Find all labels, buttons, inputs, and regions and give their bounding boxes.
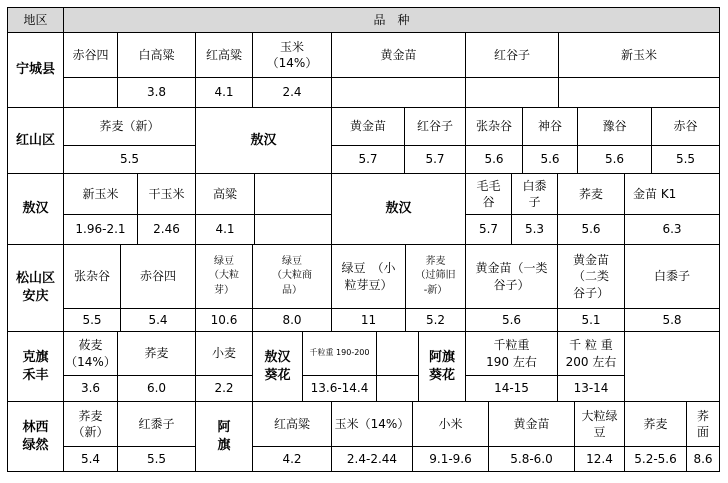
aohan-label-r0: 毛毛 谷 bbox=[466, 174, 512, 215]
keqi-empty-label bbox=[377, 332, 419, 376]
hongshan-value-6: 5.5 bbox=[652, 146, 720, 174]
ningcheng-label-1: 白高粱 bbox=[118, 33, 196, 78]
ningcheng-value-5 bbox=[466, 78, 559, 108]
linxi-value-2: 4.2 bbox=[253, 447, 332, 472]
keqi-empty-right bbox=[625, 332, 720, 402]
songshan-label-6: 黄金苗（一类 谷子） bbox=[466, 245, 558, 309]
ningcheng-label-6: 新玉米 bbox=[559, 33, 720, 78]
header-region: 地区 bbox=[7, 7, 64, 33]
linxi-aqi-subregion: 阿 旗 bbox=[196, 402, 253, 472]
linxi-label-2: 红高粱 bbox=[253, 402, 332, 447]
linxi-label-3: 玉米（14%） bbox=[332, 402, 413, 447]
songshan-value-7: 5.1 bbox=[558, 309, 625, 332]
linxi-label-0: 荞麦 （新） bbox=[64, 402, 118, 447]
hongshan-label-0: 荞麦（新） bbox=[64, 108, 196, 146]
hongshan-label-2: 黄金苗 bbox=[332, 108, 405, 146]
keqi-aqi-sunflower: 阿旗 葵花 bbox=[419, 332, 466, 402]
ningcheng-label-5: 红谷子 bbox=[466, 33, 559, 78]
hongshan-value-3: 5.6 bbox=[466, 146, 523, 174]
aohan-label-0: 新玉米 bbox=[64, 174, 138, 215]
ningcheng-value-2: 4.1 bbox=[196, 78, 253, 108]
aohan-value-0: 1.96-2.1 bbox=[64, 215, 138, 245]
hongshan-value-4: 5.6 bbox=[523, 146, 578, 174]
linxi-label-1: 红黍子 bbox=[118, 402, 196, 447]
linxi-value-4: 9.1-9.6 bbox=[413, 447, 489, 472]
linxi-value-8: 8.6 bbox=[687, 447, 720, 472]
songshan-label-3: 绿豆 （大粒商 品） bbox=[253, 245, 332, 309]
region-keqi: 克旗 禾丰 bbox=[7, 332, 64, 402]
region-songshan: 松山区 安庆 bbox=[7, 245, 64, 332]
region-hongshan: 红山区 bbox=[7, 108, 64, 174]
aohan-value-r0: 5.7 bbox=[466, 215, 512, 245]
hongshan-label-6: 豫谷 bbox=[578, 108, 652, 146]
songshan-value-0: 5.5 bbox=[64, 309, 121, 332]
songshan-label-7: 黄金苗 （二类 谷子） bbox=[558, 245, 625, 309]
linxi-value-0: 5.4 bbox=[64, 447, 118, 472]
songshan-value-3: 8.0 bbox=[253, 309, 332, 332]
ningcheng-label-3: 玉米 （14%） bbox=[253, 33, 332, 78]
linxi-value-6: 12.4 bbox=[575, 447, 625, 472]
hongshan-label-7: 赤谷 bbox=[652, 108, 720, 146]
linxi-label-8: 荞 面 bbox=[687, 402, 720, 447]
aohan-mid-subregion: 敖汉 bbox=[332, 174, 466, 245]
ningcheng-label-4: 黄金苗 bbox=[332, 33, 466, 78]
region-ningcheng: 宁城县 bbox=[7, 33, 64, 108]
songshan-value-6: 5.6 bbox=[466, 309, 558, 332]
linxi-label-6: 大粒绿 豆 bbox=[575, 402, 625, 447]
aohan-label-r1: 白黍 子 bbox=[512, 174, 558, 215]
linxi-label-7: 荞麦 bbox=[625, 402, 687, 447]
linxi-label-4: 小米 bbox=[413, 402, 489, 447]
hongshan-label-5: 神谷 bbox=[523, 108, 578, 146]
keqi-aohan-sunflower: 敖汉 葵花 bbox=[253, 332, 303, 402]
hongshan-value-2: 5.7 bbox=[405, 146, 466, 174]
ningcheng-value-6 bbox=[559, 78, 720, 108]
keqi-label-0: 莜麦 （14%） bbox=[64, 332, 118, 376]
ningcheng-label-2: 红高粱 bbox=[196, 33, 253, 78]
keqi-aqi-label-1: 千 粒 重 200 左右 bbox=[558, 332, 625, 376]
ningcheng-value-4 bbox=[332, 78, 466, 108]
aohan-label-r2: 荞麦 bbox=[558, 174, 625, 215]
songshan-value-4: 11 bbox=[332, 309, 406, 332]
songshan-value-2: 10.6 bbox=[196, 309, 253, 332]
songshan-label-4: 绿豆 （小 粒芽豆） bbox=[332, 245, 406, 309]
hongshan-aohan-subregion: 敖汉 bbox=[196, 108, 332, 174]
songshan-label-0: 张杂谷 bbox=[64, 245, 121, 309]
aohan-value-r1: 5.3 bbox=[512, 215, 558, 245]
linxi-value-7: 5.2-5.6 bbox=[625, 447, 687, 472]
region-aohan: 敖汉 bbox=[7, 174, 64, 245]
keqi-aqi-label-0: 千粒重 190 左右 bbox=[466, 332, 558, 376]
keqi-aqi-value-0: 14-15 bbox=[466, 376, 558, 402]
hongshan-value-1: 5.7 bbox=[332, 146, 405, 174]
keqi-label-2: 小麦 bbox=[196, 332, 253, 376]
hongshan-label-3: 红谷子 bbox=[405, 108, 466, 146]
keqi-aohan-value: 13.6-14.4 bbox=[303, 376, 377, 402]
songshan-label-5: 荞麦 （过筛旧 -新） bbox=[406, 245, 466, 309]
aohan-value-1: 2.46 bbox=[138, 215, 196, 245]
aohan-label-1: 干玉米 bbox=[138, 174, 196, 215]
keqi-value-0: 3.6 bbox=[64, 376, 118, 402]
songshan-value-5: 5.2 bbox=[406, 309, 466, 332]
ningcheng-value-0 bbox=[64, 78, 118, 108]
header-variety: 品 种 bbox=[64, 7, 720, 33]
songshan-value-8: 5.8 bbox=[625, 309, 720, 332]
hongshan-value-5: 5.6 bbox=[578, 146, 652, 174]
keqi-empty-value bbox=[377, 376, 419, 402]
songshan-label-1: 赤谷四 bbox=[121, 245, 196, 309]
region-linxi: 林西 绿然 bbox=[7, 402, 64, 472]
songshan-label-8: 白黍子 bbox=[625, 245, 720, 309]
songshan-value-1: 5.4 bbox=[121, 309, 196, 332]
linxi-value-1: 5.5 bbox=[118, 447, 196, 472]
ningcheng-label-0: 赤谷四 bbox=[64, 33, 118, 78]
aohan-label-2: 高粱 bbox=[196, 174, 255, 215]
aohan-value-r3: 6.3 bbox=[625, 215, 720, 245]
keqi-value-2: 2.2 bbox=[196, 376, 253, 402]
aohan-value-3 bbox=[255, 215, 332, 245]
aohan-label-r3: 金苗 K1 bbox=[625, 174, 720, 215]
aohan-value-r2: 5.6 bbox=[558, 215, 625, 245]
aohan-label-3 bbox=[255, 174, 332, 215]
keqi-label-1: 荞麦 bbox=[118, 332, 196, 376]
linxi-value-3: 2.4-2.44 bbox=[332, 447, 413, 472]
keqi-value-1: 6.0 bbox=[118, 376, 196, 402]
keqi-aohan-label: 千粒重 190-200 bbox=[303, 332, 377, 376]
linxi-value-5: 5.8-6.0 bbox=[489, 447, 575, 472]
ningcheng-value-1: 3.8 bbox=[118, 78, 196, 108]
ningcheng-value-3: 2.4 bbox=[253, 78, 332, 108]
songshan-label-2: 绿豆 （大粒 芽） bbox=[196, 245, 253, 309]
keqi-aqi-value-1: 13-14 bbox=[558, 376, 625, 402]
hongshan-label-4: 张杂谷 bbox=[466, 108, 523, 146]
hongshan-value-0: 5.5 bbox=[64, 146, 196, 174]
aohan-value-2: 4.1 bbox=[196, 215, 255, 245]
linxi-label-5: 黄金苗 bbox=[489, 402, 575, 447]
